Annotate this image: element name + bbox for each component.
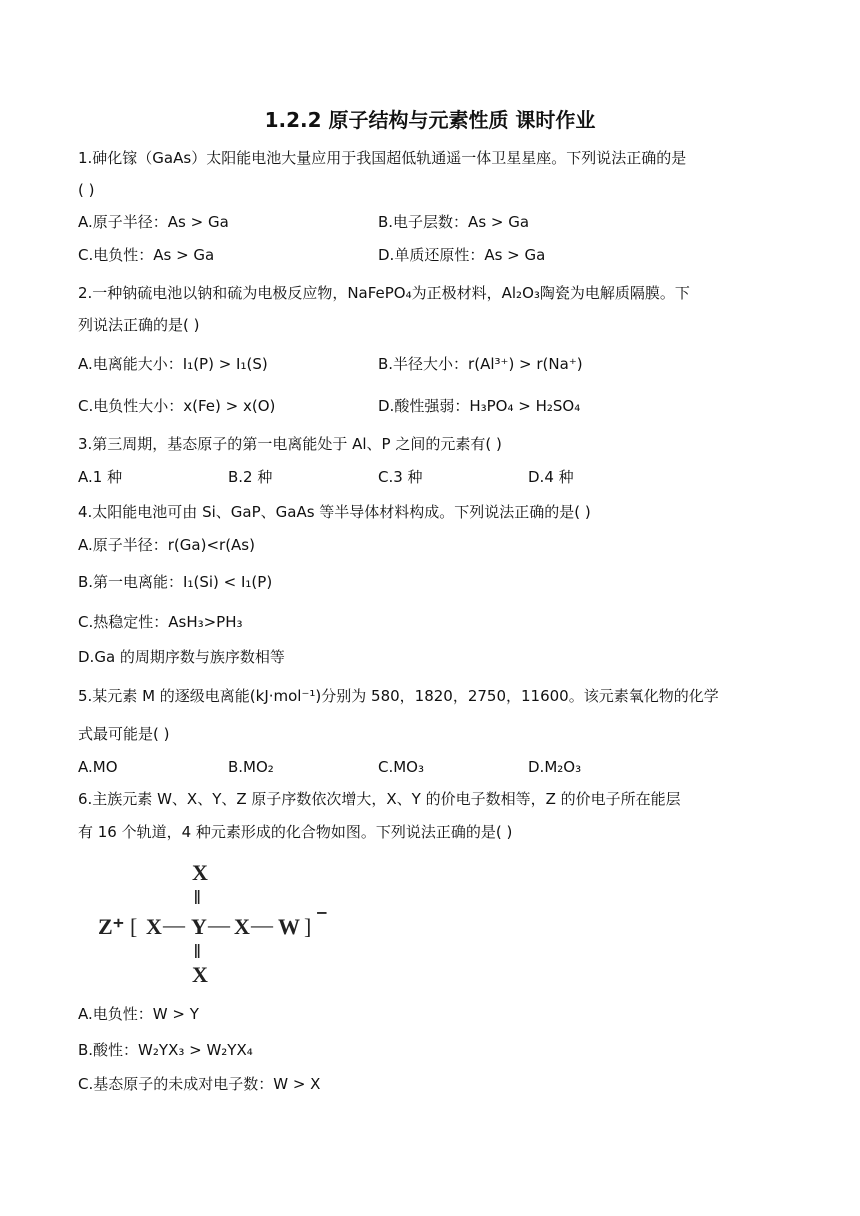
q6-stem-line2: 有 16 个轨道，4 种元素形成的化合物如图。下列说法正确的是( ) — [78, 823, 513, 841]
q4-option-d: D.Ga 的周期序数与族序数相等 — [78, 648, 285, 666]
q1-stem-line1: 1.砷化镓（GaAs）太阳能电池大量应用于我国超低轨通遥一体卫星星座。下列说法正确的是 — [78, 149, 687, 167]
diagram-bond-2: — — [208, 912, 230, 937]
diagram-top-double-bond: ‖ — [194, 887, 201, 909]
diagram-center-y: Y — [191, 914, 207, 939]
diagram-left-bracket: [ — [130, 914, 138, 939]
page-title: 1.2.2 原子结构与元素性质 课时作业 — [264, 108, 596, 132]
q3-option-b: B.2 种 — [228, 468, 273, 486]
q4-stem: 4.太阳能电池可由 Si、GaP、GaAs 等半导体材料构成。下列说法正确的是( ) — [78, 503, 591, 521]
q2-option-a: A.电离能大小：I₁(P) > I₁(S) — [78, 355, 268, 373]
diagram-charge: ⁻ — [316, 904, 328, 929]
diagram-bond-1: — — [163, 912, 185, 937]
q1-option-b: B.电子层数：As > Ga — [378, 213, 530, 231]
q1-option-d: D.单质还原性：As > Ga — [378, 246, 546, 264]
q5-option-c: C.MO₃ — [378, 758, 425, 776]
q5-option-d: D.M₂O₃ — [528, 758, 582, 776]
diagram-chain-x1: X — [146, 914, 162, 939]
q1-option-c: C.电负性：As > Ga — [78, 246, 215, 264]
diagram-right-bracket: ] — [304, 914, 312, 939]
diagram-cation: Z⁺ — [98, 914, 125, 939]
q3-stem: 3.第三周期，基态原子的第一电离能处于 Al、P 之间的元素有( ) — [78, 435, 502, 453]
diagram-top-x: X — [192, 860, 208, 885]
q3-option-d: D.4 种 — [528, 468, 574, 486]
q6-option-c: C.基态原子的未成对电子数：W > X — [78, 1075, 321, 1093]
q6-option-a: A.电负性：W > Y — [78, 1005, 199, 1023]
q2-option-b: B.半径大小：r(Al³⁺) > r(Na⁺) — [378, 355, 583, 373]
q2-stem-line1: 2.一种钠硫电池以钠和硫为电极反应物，NaFePO₄为正极材料，Al₂O₃陶瓷为电解质隔膜。下 — [78, 284, 690, 302]
q5-stem-line1: 5.某元素 M 的逐级电离能(kJ·mol⁻¹)分别为 580，1820，2750，11600。该元素氧化物的化学 — [78, 687, 719, 705]
q2-stem-line2: 列说法正确的是( ) — [78, 316, 200, 334]
diagram-bottom-x: X — [192, 962, 208, 987]
q5-option-a: A.MO — [78, 758, 118, 776]
diagram-bond-3: — — [251, 912, 273, 937]
q5-stem-line2: 式最可能是( ) — [78, 725, 170, 743]
q1-stem-line2: ( ) — [78, 181, 95, 199]
q6-stem-line1: 6.主族元素 W、X、Y、Z 原子序数依次增大，X、Y 的价电子数相等，Z 的价电子所在能层 — [78, 790, 681, 808]
q2-option-c: C.电负性大小：x(Fe) > x(O) — [78, 397, 276, 415]
diagram-chain-x2: X — [234, 914, 250, 939]
q6-structure-diagram — [90, 858, 340, 988]
q4-option-b: B.第一电离能：I₁(Si) < I₁(P) — [78, 573, 273, 591]
q1-option-a: A.原子半径：As > Ga — [78, 213, 229, 231]
q5-option-b: B.MO₂ — [228, 758, 274, 776]
q3-option-c: C.3 种 — [378, 468, 423, 486]
diagram-bottom-double-bond: ‖ — [194, 941, 201, 963]
q3-option-a: A.1 种 — [78, 468, 123, 486]
q4-option-c: C.热稳定性：AsH₃>PH₃ — [78, 613, 243, 631]
diagram-end-w: W — [278, 914, 300, 939]
q2-option-d: D.酸性强弱：H₃PO₄ > H₂SO₄ — [378, 397, 581, 415]
q4-option-a: A.原子半径：r(Ga)<r(As) — [78, 536, 255, 554]
q6-option-b: B.酸性：W₂YX₃ > W₂YX₄ — [78, 1041, 253, 1059]
